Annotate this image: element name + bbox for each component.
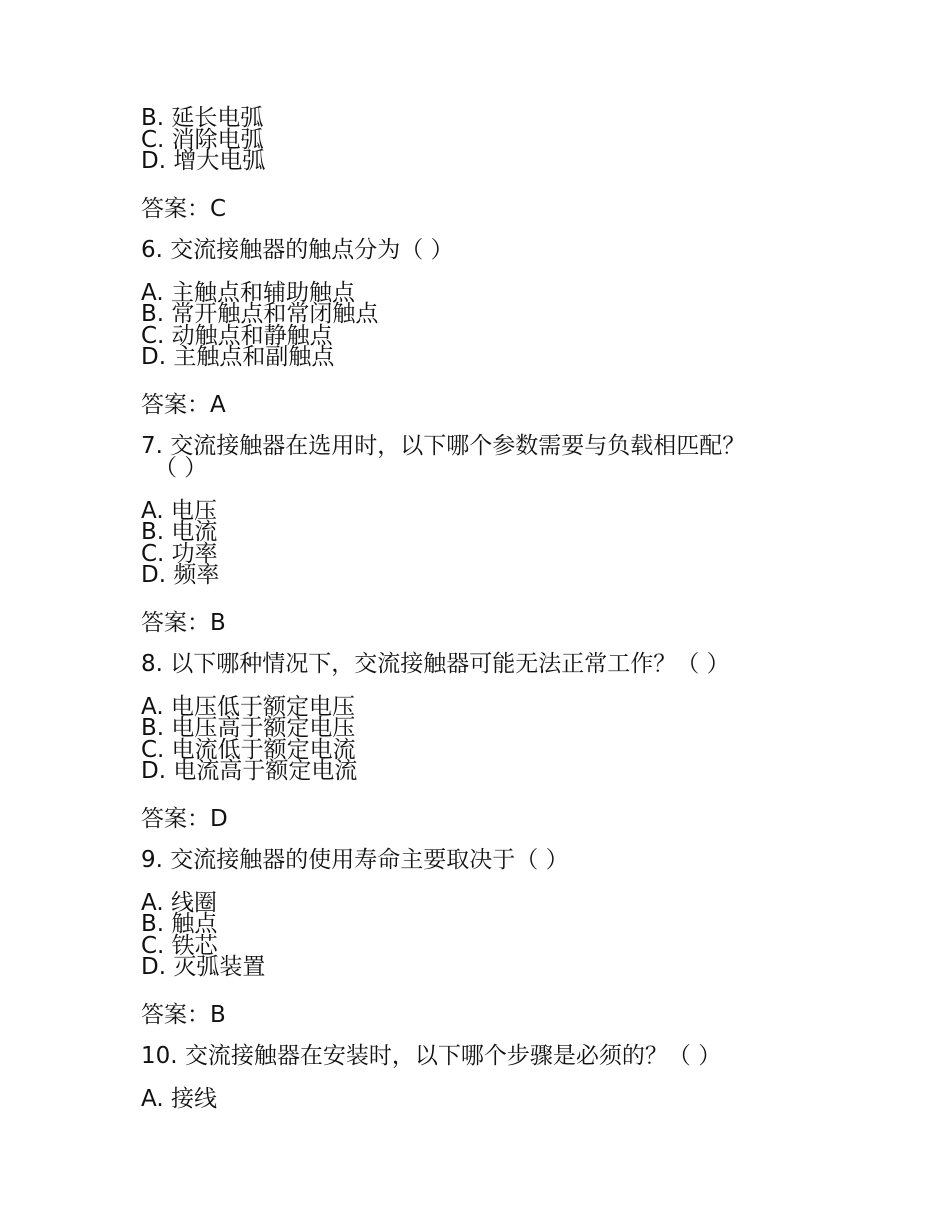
option-a: A. 电压 xyxy=(141,497,217,524)
question-9: 9. 交流接触器的使用寿命主要取决于（ ） xyxy=(141,846,569,873)
answer-line: 答案：B xyxy=(141,1001,226,1028)
question-7-blank: （ ） xyxy=(154,454,208,481)
option-a: A. 主触点和辅助触点 xyxy=(141,279,355,306)
question-8: 8. 以下哪种情况下，交流接触器可能无法正常工作？（ ） xyxy=(141,650,730,677)
option-c: C. 动触点和静触点 xyxy=(141,322,333,349)
option-d: D. 频率 xyxy=(141,562,220,588)
answer-line: 答案：A xyxy=(141,391,226,418)
document-page xyxy=(141,105,821,1132)
option-d: D. 增大电弧 xyxy=(141,148,266,174)
option-a: A. 电压低于额定电压 xyxy=(141,693,355,720)
option-a: A. 接线 xyxy=(141,1085,217,1112)
answer-line: 答案：C xyxy=(141,195,227,222)
option-d: D. 电流高于额定电流 xyxy=(141,758,358,784)
answer-line: 答案：D xyxy=(141,805,228,832)
option-c: C. 电流低于额定电流 xyxy=(141,736,356,763)
option-b: B. 触点 xyxy=(141,911,218,937)
option-c: C. 消除电弧 xyxy=(141,126,264,153)
question-6: 6. 交流接触器的触点分为（ ） xyxy=(141,236,454,263)
option-b: B. 延长电弧 xyxy=(141,105,264,131)
option-a: A. 线圈 xyxy=(141,889,217,916)
question-10: 10. 交流接触器在安装时，以下哪个步骤是必须的？（ ） xyxy=(141,1042,722,1069)
previous-question-options xyxy=(141,105,821,174)
option-b: B. 常开触点和常闭触点 xyxy=(141,301,379,327)
option-d: D. 灭弧装置 xyxy=(141,954,266,980)
question-10-options xyxy=(141,1085,821,1112)
question-9-options xyxy=(141,889,821,980)
question-7 xyxy=(141,432,821,481)
option-b: B. 电流 xyxy=(141,519,218,545)
option-c: C. 功率 xyxy=(141,540,218,567)
question-7-options xyxy=(141,497,821,588)
option-b: B. 电压高于额定电压 xyxy=(141,715,356,741)
question-7-text: 7. 交流接触器在选用时，以下哪个参数需要与负载相匹配？ xyxy=(141,432,746,459)
answer-line: 答案：B xyxy=(141,609,226,636)
question-6-options xyxy=(141,279,821,370)
option-d: D. 主触点和副触点 xyxy=(141,344,335,370)
question-8-options xyxy=(141,693,821,784)
option-c: C. 铁芯 xyxy=(141,932,218,959)
